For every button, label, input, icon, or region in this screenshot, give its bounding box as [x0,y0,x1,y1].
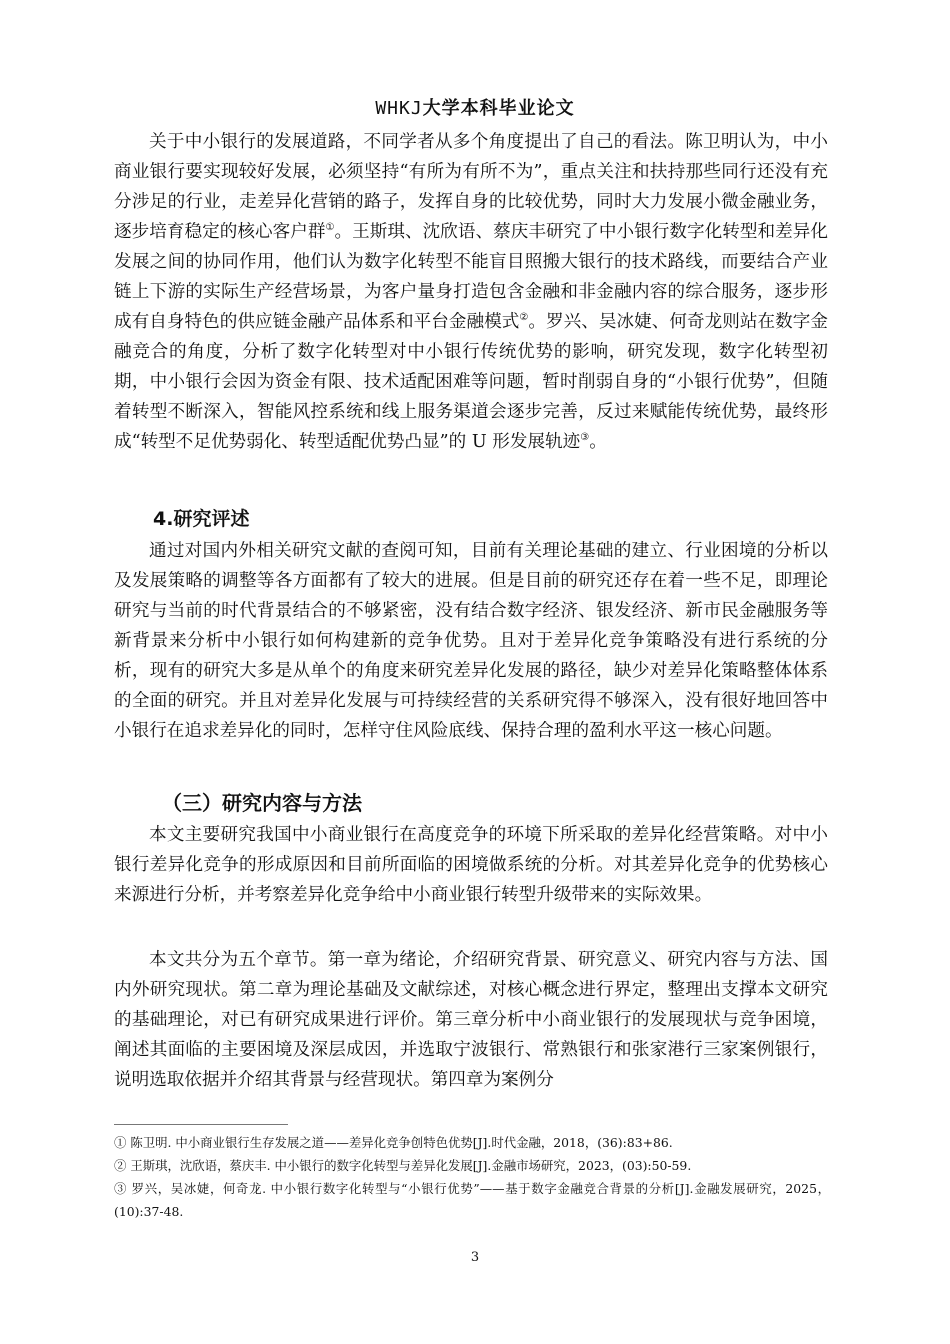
footnote-ref-1[interactable]: ① [325,222,335,234]
page-number: 3 [470,1250,480,1265]
footnote-item: ① 陈卫明. 中小商业银行生存发展之道——差异化竞争创特色优势[J].时代金融，2018，(36):83+86. [114,1135,673,1150]
footnote-ref-2[interactable]: ② [519,312,529,324]
body-paragraph-1 [114,127,828,457]
footnote-item: ② 王斯琪，沈欣语，蔡庆丰. 中小银行的数字化转型与差异化发展[J].金融市场研究，2023，(03):50-59. [114,1158,692,1173]
body-paragraph-4: 本文共分为五个章节。第一章为绪论，介绍研究背景、研究意义、研究内容与方法、国内外研究现状。第二章为理论基础及文献综述，对核心概念进行界定，整理出支撑本文研究的基础理论，对已有研究成果进行评价。第三章分析中小商业银行的发展现状与竞争困境，阐述其面临的主要困境及深层成因，并选取宁波银行、常熟银行和张家港行三家案例银行，说明选取依据并介绍其背景与经营现状。第四章为案例分 [114,950,828,1090]
header-title: 大学本科毕业论文 [422,98,575,119]
footnote-ref-3[interactable]: ③ [580,432,590,444]
para1-text-4: 。 [589,432,607,452]
running-header [0,94,950,120]
footnote-item: ③ 罗兴，吴冰婕，何奇龙. 中小银行数字化转型与“小银行优势”——基于数字金融竞合背景的分析[J].金融发展研究，2025，(10):37-48. [114,1181,830,1219]
para1-text-1: 关于中小银行的发展道路，不同学者从多个角度提出了自己的看法。陈卫明认为，中小商业银行要实现较好发展，必须坚持“有所为有所不为”，重点关注和扶持那些同行还没有充分涉足的行业，走差异化营销的路子，发挥自身的比较优势，同时大力发展小微金融业务，逐步培育稳定的核心客户群 [114,132,828,242]
header-code: WHKJ [375,98,423,119]
footnote-list [114,1131,830,1223]
section-heading-content-methods: （三）研究内容与方法 [162,791,362,815]
section-heading-research-review: 4.研究评述 [153,508,250,530]
footnote-divider [114,1124,288,1125]
para1-text-3: 。罗兴、吴冰婕、何奇龙则站在数字金融竞合的角度，分析了数字化转型对中小银行传统优势的影响，研究发现，数字化转型初期，中小银行会因为资金有限、技术适配困难等问题，暂时削弱自身的“小银行优势”，但随着转型不断深入，智能风控系统和线上服务渠道会逐步完善，反过来赋能传统优势，最终形成“转型不足优势弱化、转型适配优势凸显”的 U 形发展轨迹 [114,312,828,452]
body-paragraph-3: 本文主要研究我国中小商业银行在高度竞争的环境下所采取的差异化经营策略。对中小银行差异化竞争的形成原因和目前所面临的困境做系统的分析。对其差异化竞争的优势核心来源进行分析，并考察差异化竞争给中小商业银行转型升级带来的实际效果。 [114,825,828,905]
para1-text-2: 。王斯琪、沈欣语、蔡庆丰研究了中小银行数字化转型和差异化发展之间的协同作用，他们认为数字化转型不能盲目照搬大银行的技术路线，而要结合产业链上下游的实际生产经营场景，为客户量身打造包含金融和非金融内容的综合服务，逐步形成有自身特色的供应链金融产品体系和平台金融模式 [114,222,828,332]
body-paragraph-2: 通过对国内外相关研究文献的查阅可知，目前有关理论基础的建立、行业困境的分析以及发展策略的调整等各方面都有了较大的进展。但是目前的研究还存在着一些不足，即理论研究与当前的时代背景结合的不够紧密，没有结合数字经济、银发经济、新市民金融服务等新背景来分析中小银行如何构建新的竞争优势。且对于差异化竞争策略没有进行系统的分析，现有的研究大多是从单个的角度来研究差异化发展的路径，缺少对差异化策略整体体系的全面的研究。并且对差异化发展与可持续经营的关系研究得不够深入，没有很好地回答中小银行在追求差异化的同时，怎样守住风险底线、保持合理的盈利水平这一核心问题。 [114,541,828,741]
